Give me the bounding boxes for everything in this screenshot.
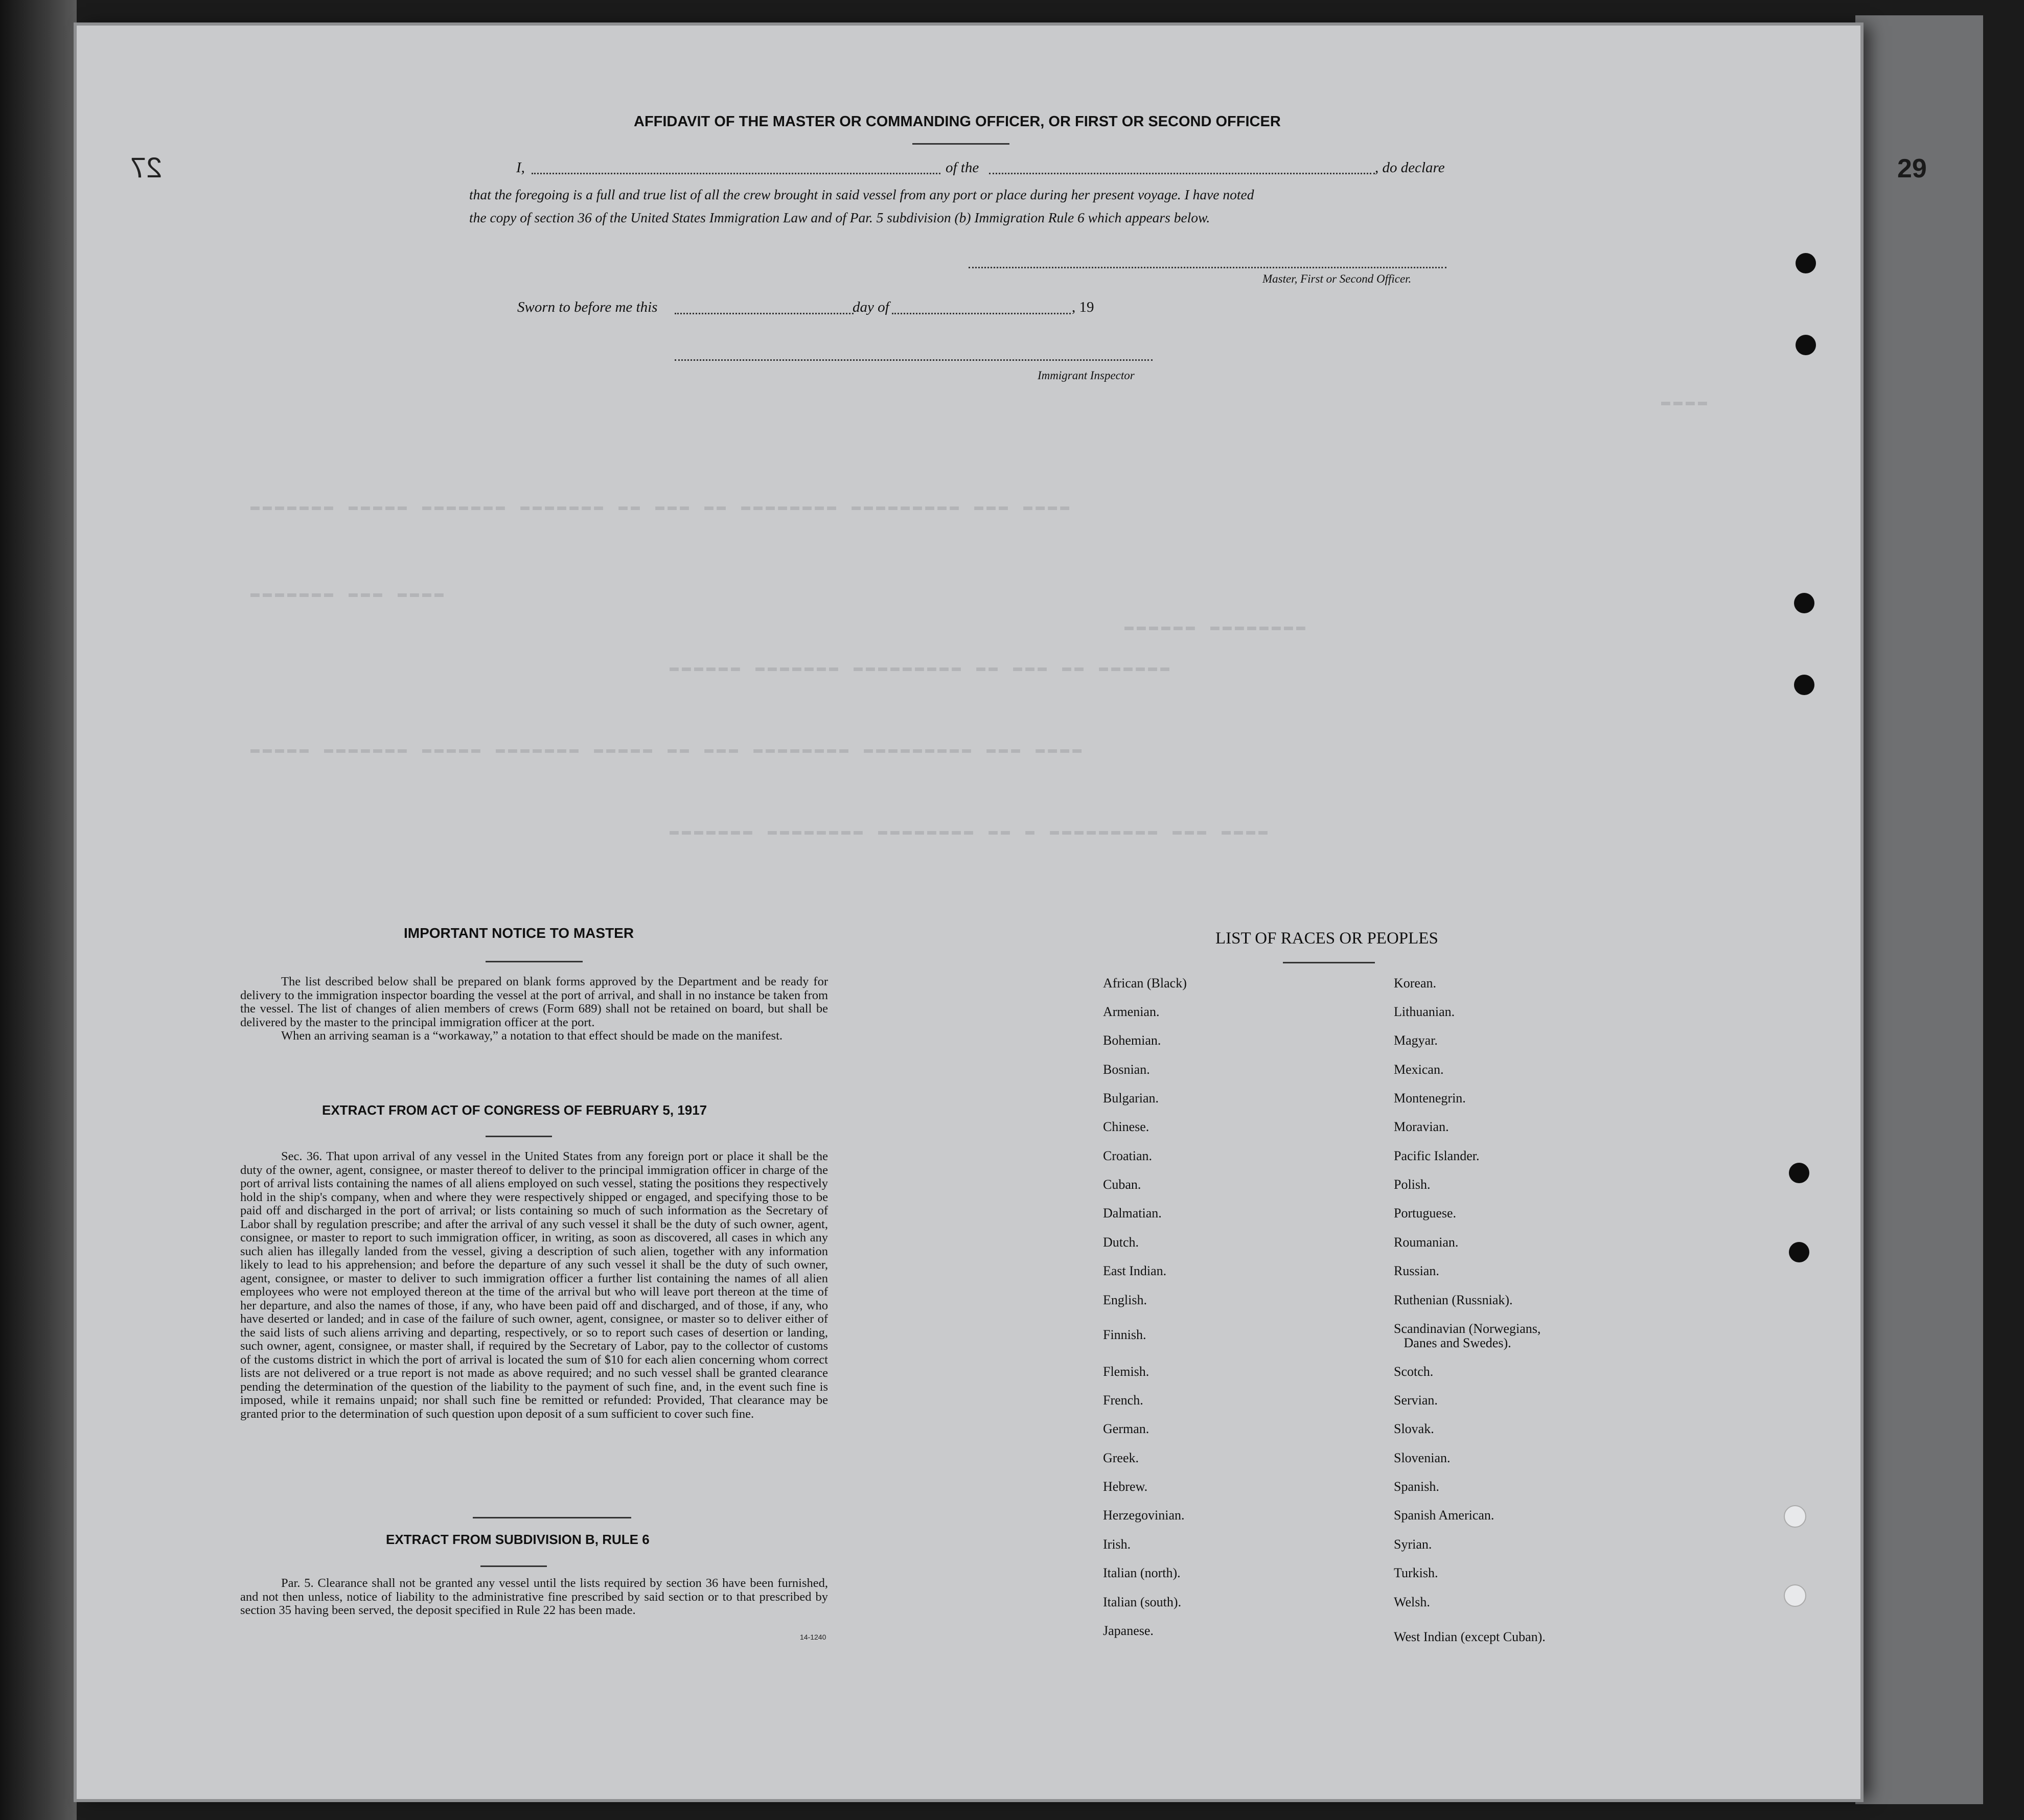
- rule-underline: [480, 1565, 547, 1567]
- race-item: Polish.: [1394, 1177, 1431, 1192]
- race-item: Lithuanian.: [1394, 1004, 1455, 1019]
- sworn-day-field[interactable]: [675, 313, 854, 314]
- race-item: Syrian.: [1394, 1537, 1432, 1552]
- race-item: Mexican.: [1394, 1062, 1444, 1077]
- race-item: Japanese.: [1103, 1623, 1154, 1638]
- race-item: Finnish.: [1103, 1327, 1146, 1342]
- notice-paragraph-1: The list described below shall be prepared on blank forms approved by the Department and be ready for delivery to the immigration inspector boarding the vessel at the port of arrival, and shall in no instance be taken from the vessel. The list of changes of alien members of crews (Form 689) shall not be retained on board, but shall be delivered by the master to the principal immigration officer at the port.: [240, 975, 828, 1029]
- sworn-day-of: day of: [853, 299, 889, 315]
- race-item: French.: [1103, 1393, 1143, 1408]
- sworn-month-field[interactable]: [892, 313, 1071, 314]
- race-item: East Indian.: [1103, 1263, 1167, 1278]
- race-item: Dutch.: [1103, 1235, 1139, 1250]
- race-item: Hebrew.: [1103, 1479, 1148, 1494]
- affidavit-declare: , do declare: [1375, 159, 1445, 176]
- notice-title: IMPORTANT NOTICE TO MASTER: [404, 925, 634, 941]
- race-item: Italian (south).: [1103, 1595, 1182, 1609]
- race-item: Slovenian.: [1394, 1450, 1451, 1465]
- master-name-field[interactable]: [532, 173, 940, 174]
- title-underline: [912, 143, 1009, 145]
- races-underline: [1283, 962, 1375, 963]
- act-underline: [486, 1136, 552, 1137]
- race-item: Dalmatian.: [1103, 1206, 1162, 1220]
- bleed-row: ▬▬▬▬▬▬ ▬▬▬▬▬▬▬▬: [1124, 618, 1309, 636]
- race-item: Welsh.: [1394, 1595, 1430, 1609]
- race-item: Chinese.: [1103, 1119, 1149, 1134]
- race-item: Ruthenian (Russniak).: [1394, 1293, 1513, 1307]
- race-item: Portuguese.: [1394, 1206, 1457, 1220]
- page-number: 29: [1897, 154, 1927, 183]
- race-item: Croatian.: [1103, 1148, 1153, 1163]
- signature-label: Master, First or Second Officer.: [1262, 272, 1412, 285]
- punch-hole: [1796, 335, 1816, 355]
- act-text: [240, 1150, 828, 1421]
- notice-text: [240, 975, 828, 1043]
- binding-edge: [0, 0, 77, 1820]
- race-item: Flemish.: [1103, 1364, 1149, 1379]
- bleed-row: ▬▬▬▬: [1661, 394, 1711, 411]
- race-item: Pacific Islander.: [1394, 1148, 1480, 1163]
- race-item: Magyar.: [1394, 1033, 1438, 1048]
- officer-signature-field[interactable]: [969, 267, 1446, 268]
- sworn-prefix: Sworn to before me this: [517, 299, 658, 315]
- notice-underline: [486, 961, 583, 962]
- race-item: Bosnian.: [1103, 1062, 1150, 1077]
- act-title: EXTRACT FROM ACT OF CONGRESS OF FEBRUARY 5, 1917: [322, 1102, 707, 1118]
- punch-hole: [1794, 675, 1814, 695]
- race-item: English.: [1103, 1293, 1147, 1307]
- race-item: Scandinavian (Norwegians, Danes and Swedes).: [1394, 1321, 1541, 1350]
- affidavit-i: I,: [516, 159, 525, 176]
- vessel-name-field[interactable]: [989, 173, 1375, 174]
- rule-paragraph: Par. 5. Clearance shall not be granted any vessel until the lists required by section 36 have been furnished, and not then unless, notice of liability to the administrative fine prescribed by said section or to that prescribed by section 35 having been served, the deposit specified in Rule 22 has been made.: [240, 1576, 828, 1617]
- act-section-36: Sec. 36. That upon arrival of any vessel in the United States from any foreign port or place it shall be the duty of the owner, agent, consignee, or master thereof to deliver to the principal immigration officer in charge of the port of arrival lists containing the names of all aliens employed on such vessel, stating the positions they respectively hold in the ship's company, when and where they were respectively shipped or engaged, and specifying those to be paid off and discharged in the port of arrival; or lists containing so much of such information as the Secretary of Labor shall by regulation prescribe; and after the arrival of any such vessel it shall be the duty of such owner, agent, consignee, or master to report to such immigration officer, in writing, as soon as discovered, all cases in which any such alien has illegally landed from the vessel, giving a description of such alien, together with any information likely to lead to his apprehension; and before the departure of any such vessel it shall be the duty of such owner, agent, consignee, or master to deliver to such immigration officer a further list containing the names of all alien employees who were not employed thereon at the time of the arrival but who will leave port thereon at the time of her departure, and also the names of those, if any, who have been paid off and discharged, and of those, if any, who have deserted or landed; and in case of the failure of such owner, agent, consignee, or master so to deliver either of the said lists of such aliens arriving and departing, respectively, or so to report such cases of desertion or landing, such owner, agent, consignee, or master shall, if required by the Secretary of Labor, pay to the collector of customs of the customs district in which the port of arrival is located the sum of $10 for each alien concerning whom correct lists are not delivered or a true report is not made as above required; and no such vessel shall be granted clearance pending the determination of the question of the liability to the payment of such fine, and, in the event such fine is imposed, while it remains unpaid; nor shall such fine be remitted or refunded: Provided, That clearance may be granted prior to the determination of such question upon deposit of a sum sufficient to cover such fine.: [240, 1149, 828, 1421]
- race-item: Spanish.: [1394, 1479, 1439, 1494]
- race-item: Scotch.: [1394, 1364, 1434, 1379]
- sworn-year: , 19: [1072, 299, 1094, 315]
- affidavit-title: AFFIDAVIT OF THE MASTER OR COMMANDING OFFICER, OR FIRST OR SECOND OFFICER: [634, 113, 1281, 130]
- underlying-page-edge: [1855, 15, 1983, 1804]
- punch-hole: [1784, 1505, 1806, 1528]
- form-number: 14-1240: [800, 1633, 826, 1641]
- race-item: Greek.: [1103, 1450, 1139, 1465]
- mirrored-page-number: 27: [130, 151, 163, 183]
- race-item: Moravian.: [1394, 1119, 1449, 1134]
- race-item: Herzegovinian.: [1103, 1508, 1185, 1523]
- bleed-row: ▬▬▬▬▬▬▬ ▬▬▬▬▬▬▬▬ ▬▬▬▬▬▬▬▬ ▬▬ ▬ ▬▬▬▬▬▬▬▬▬ ▬▬▬ ▬▬▬▬: [670, 823, 1271, 840]
- race-item: Bulgarian.: [1103, 1091, 1159, 1105]
- race-item: Russian.: [1394, 1263, 1439, 1278]
- bleed-row: ▬▬▬▬▬▬▬ ▬▬▬▬▬ ▬▬▬▬▬▬▬ ▬▬▬▬▬▬▬ ▬▬ ▬▬▬ ▬▬ ▬▬▬▬▬▬▬▬ ▬▬▬▬▬▬▬▬▬ ▬▬▬ ▬▬▬▬: [250, 498, 1073, 516]
- race-item: Spanish American.: [1394, 1508, 1494, 1523]
- rule-text: [240, 1577, 828, 1618]
- affidavit-of-the: of the: [946, 159, 979, 176]
- punch-hole: [1789, 1242, 1809, 1262]
- punch-hole: [1784, 1584, 1806, 1607]
- race-item: West Indian (except Cuban).: [1394, 1629, 1546, 1644]
- inspector-signature-field[interactable]: [675, 359, 1153, 361]
- inspector-label: Immigrant Inspector: [1038, 369, 1135, 382]
- race-item: Slovak.: [1394, 1421, 1434, 1436]
- bleed-row: ▬▬▬▬▬▬ ▬▬▬▬▬▬▬ ▬▬▬▬▬▬▬▬▬ ▬▬ ▬▬▬ ▬▬ ▬▬▬▬▬▬: [670, 659, 1173, 677]
- bleed-row: ▬▬▬▬▬▬▬ ▬▬▬ ▬▬▬▬: [250, 585, 447, 603]
- affidavit-line-2: that the foregoing is a full and true list of all the crew brought in said vessel from any port or place during her present voyage. I have noted: [469, 187, 1254, 202]
- race-item: Italian (north).: [1103, 1565, 1181, 1580]
- race-item: Roumanian.: [1394, 1235, 1459, 1250]
- manifest-page: [77, 26, 1860, 1799]
- punch-hole: [1796, 253, 1816, 273]
- race-item: Turkish.: [1394, 1565, 1438, 1580]
- race-item: Servian.: [1394, 1393, 1438, 1408]
- race-item: Korean.: [1394, 976, 1437, 990]
- notice-paragraph-2: When an arriving seaman is a “workaway,” a notation to that effect should be made on the manifest.: [281, 1029, 783, 1043]
- race-item: Irish.: [1103, 1537, 1131, 1552]
- race-item: Montenegrin.: [1394, 1091, 1466, 1105]
- affidavit-line-3: the copy of section 36 of the United States Immigration Law and of Par. 5 subdivision (b) Immigration Rule 6 which appears below.: [469, 210, 1210, 225]
- punch-hole: [1794, 593, 1814, 613]
- race-item: African (Black): [1103, 976, 1187, 990]
- race-item: Cuban.: [1103, 1177, 1141, 1192]
- race-item: Bohemian.: [1103, 1033, 1161, 1048]
- race-item: German.: [1103, 1421, 1149, 1436]
- races-title: LIST OF RACES OR PEOPLES: [1215, 929, 1438, 948]
- race-item: Armenian.: [1103, 1004, 1160, 1019]
- rule-title: EXTRACT FROM SUBDIVISION B, RULE 6: [386, 1532, 650, 1547]
- rule-separator: [473, 1517, 631, 1518]
- punch-hole: [1789, 1163, 1809, 1183]
- bleed-row: ▬▬▬▬▬ ▬▬▬▬▬▬▬ ▬▬▬▬▬ ▬▬▬▬▬▬▬ ▬▬▬▬▬ ▬▬ ▬▬▬ ▬▬▬▬▬▬▬▬ ▬▬▬▬▬▬▬▬▬ ▬▬▬ ▬▬▬▬: [250, 741, 1085, 758]
